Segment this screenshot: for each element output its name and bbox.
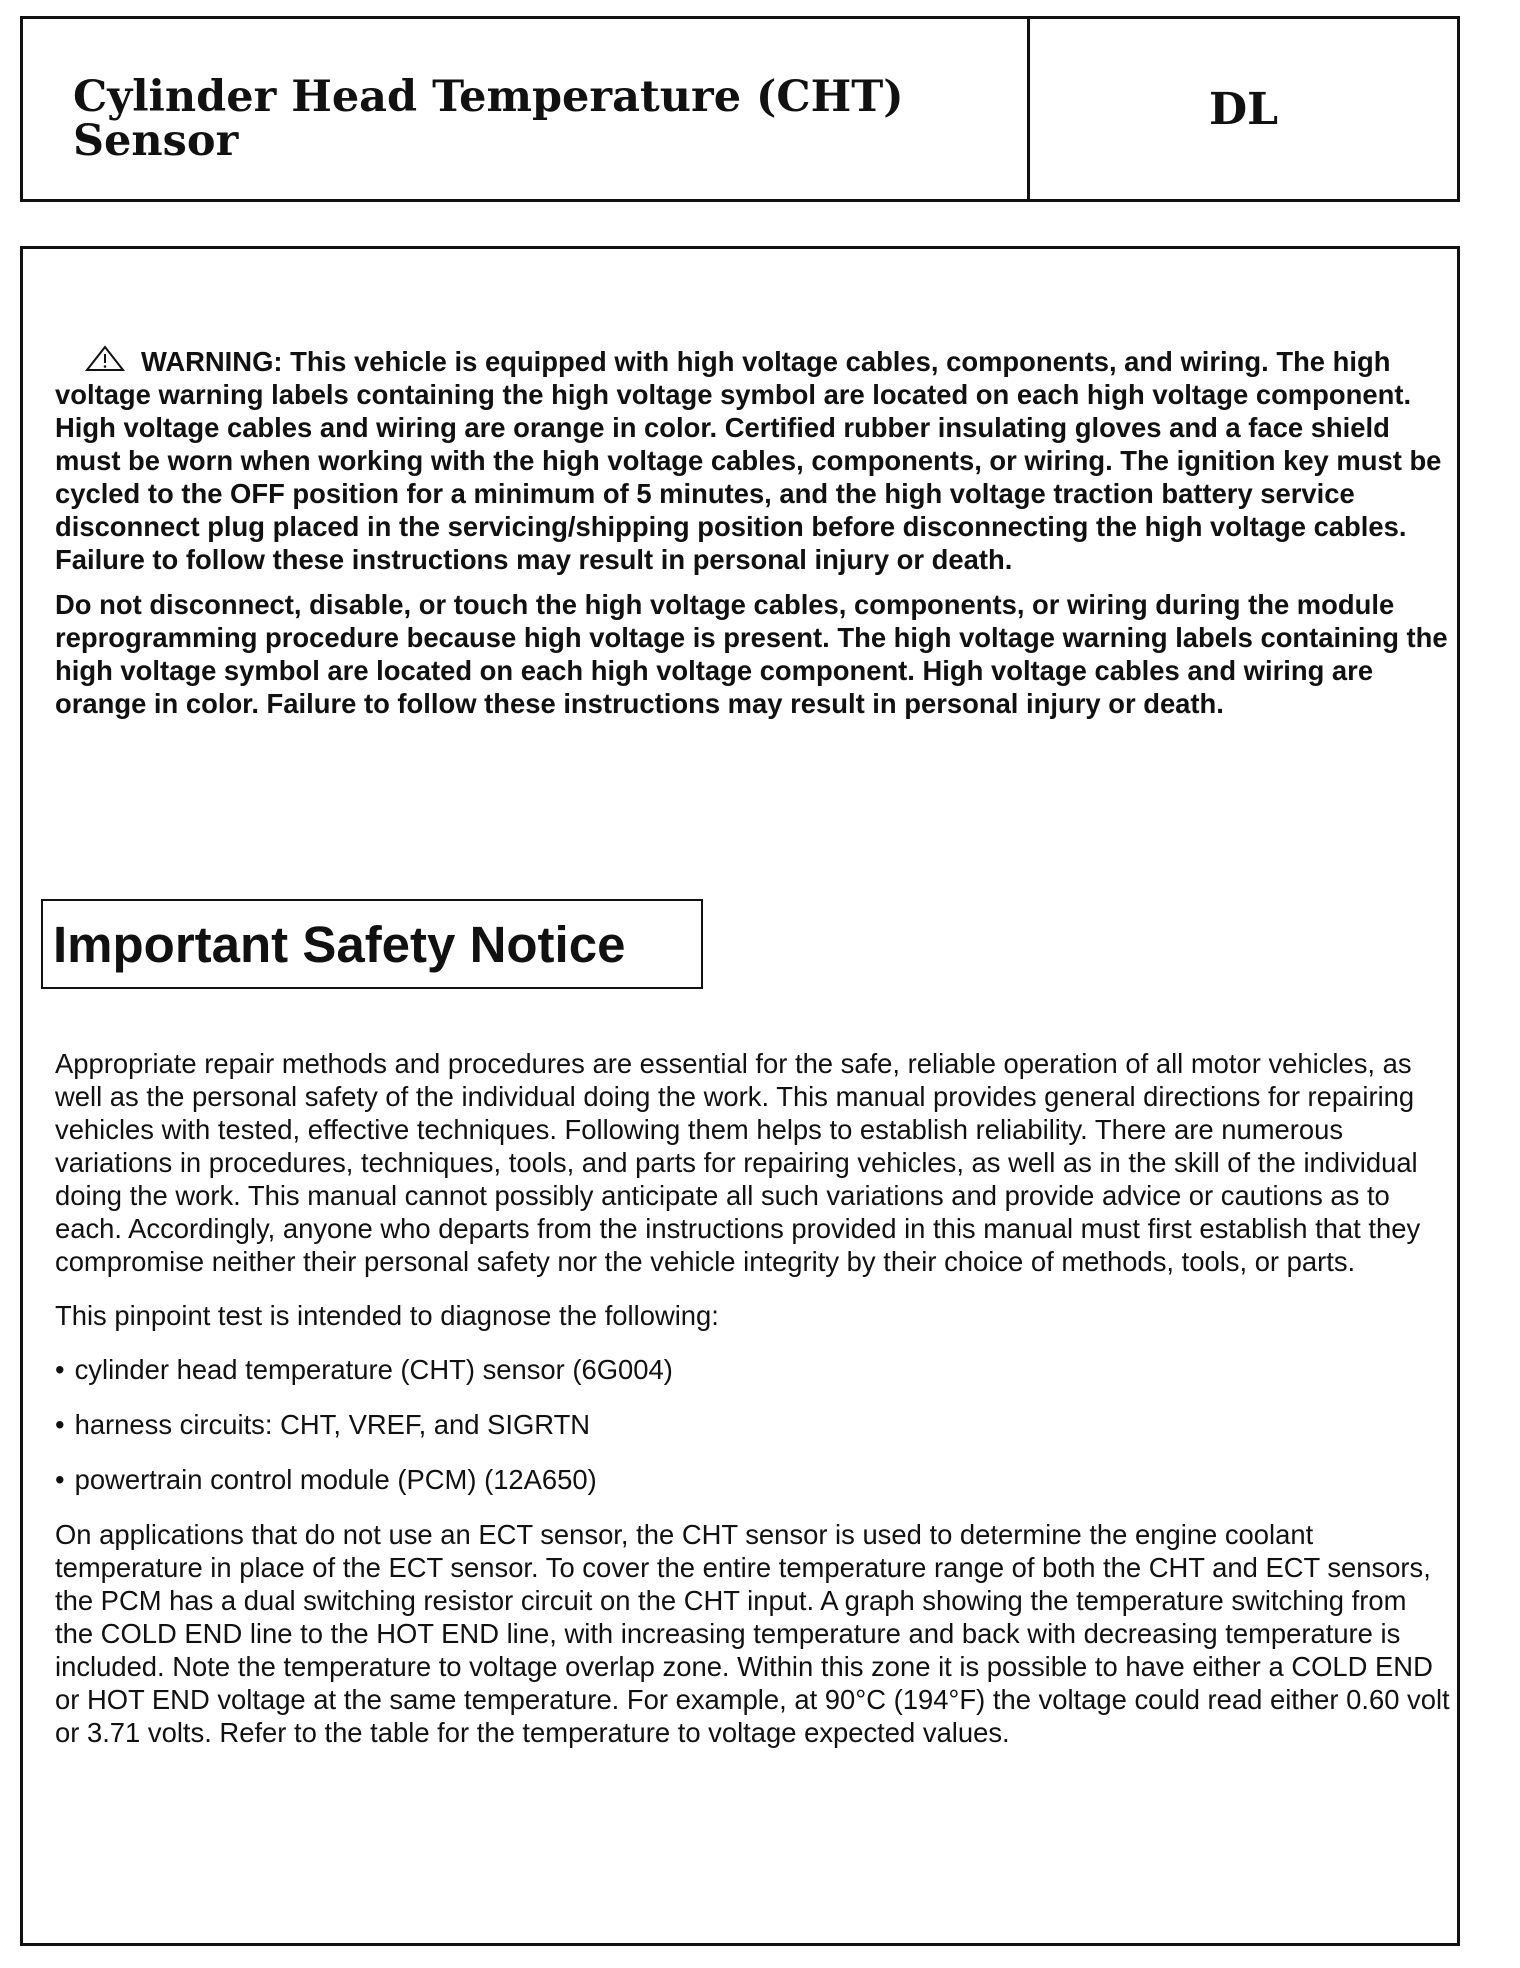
page-title [23, 19, 1030, 199]
warning-triangle-icon [85, 345, 125, 373]
notice-heading: Important Safety Notice [53, 915, 626, 973]
title-line-1: Cylinder Head Temperature (CHT) [73, 72, 904, 122]
header-box [20, 16, 1460, 202]
notice-heading-box [41, 899, 703, 989]
list-item: • powertrain control module (PCM) (12A650) [55, 1463, 1450, 1496]
safety-notice-paragraph: Appropriate repair methods and procedures are essential for the safe, reliable operation of all motor vehicles, as well as the personal safety of the individual doing the work. This manual provides general directions for repairing vehicles with tested, effective techniques. Following them helps to establish reliability. There are numerous variations in procedures, techniques, tools, and parts for repairing vehicles, as well as in the skill of the individual doing the work. This manual cannot possibly anticipate all such variations and provide advice or cautions as to each. Accordingly, anyone who departs from the instructions provided in this manual must first establish that they compromise neither their personal safety nor the vehicle integrity by their choice of methods, tools, or parts. [55, 1048, 1421, 1277]
content-box [20, 246, 1460, 1946]
body-text [55, 1047, 1450, 1770]
pinpoint-intro: This pinpoint test is intended to diagnose the following: [55, 1300, 719, 1331]
pinpoint-list [55, 1353, 1450, 1496]
list-item: • cylinder head temperature (CHT) sensor (6G004) [55, 1353, 1450, 1386]
warning-paragraph-2: Do not disconnect, disable, or touch the high voltage cables, components, or wiring during the module reprogramming procedure because high voltage is present. The high voltage warning labels containing the high voltage symbol are located on each high voltage component. High voltage cables and wiring are orange in color. Failure to follow these instructions may result in personal injury or death. [55, 589, 1448, 719]
list-item: • harness circuits: CHT, VREF, and SIGRTN [55, 1408, 1450, 1441]
warning-block [55, 345, 1450, 732]
title-line-2: Sensor [73, 116, 239, 166]
section-code: DL [1208, 83, 1279, 135]
warning-paragraph-1 [55, 345, 1450, 576]
cht-description: On applications that do not use an ECT sensor, the CHT sensor is used to determine the engine coolant temperature in place of the ECT sensor. To cover the entire temperature range of both the CHT and ECT sensors, the PCM has a dual switching resistor circuit on the CHT input. A graph showing the temperature switching from the COLD END line to the HOT END line, with increasing temperature and back with decreasing temperature is included. Note the temperature to voltage overlap zone. Within this zone it is possible to have either a COLD END or HOT END voltage at the same temperature. For example, at 90°C (194°F) the voltage could read either 0.60 volt or 3.71 volts. Refer to the table for the temperature to voltage expected values. [55, 1519, 1450, 1748]
warning-text-1: WARNING: This vehicle is equipped with high voltage cables, components, and wiring. The high voltage warning labels containing the high voltage symbol are located on each high voltage component. High voltage cables and wiring are orange in color. Certified rubber insulating gloves and a face shield must be worn when working with the high voltage cables, components, or wiring. The ignition key must be cycled to the OFF position for a minimum of 5 minutes, and the high voltage traction battery service disconnect plug placed in the servicing/shipping position before disconnecting the high voltage cables. Failure to follow these instructions may result in personal injury or death. [55, 346, 1442, 575]
